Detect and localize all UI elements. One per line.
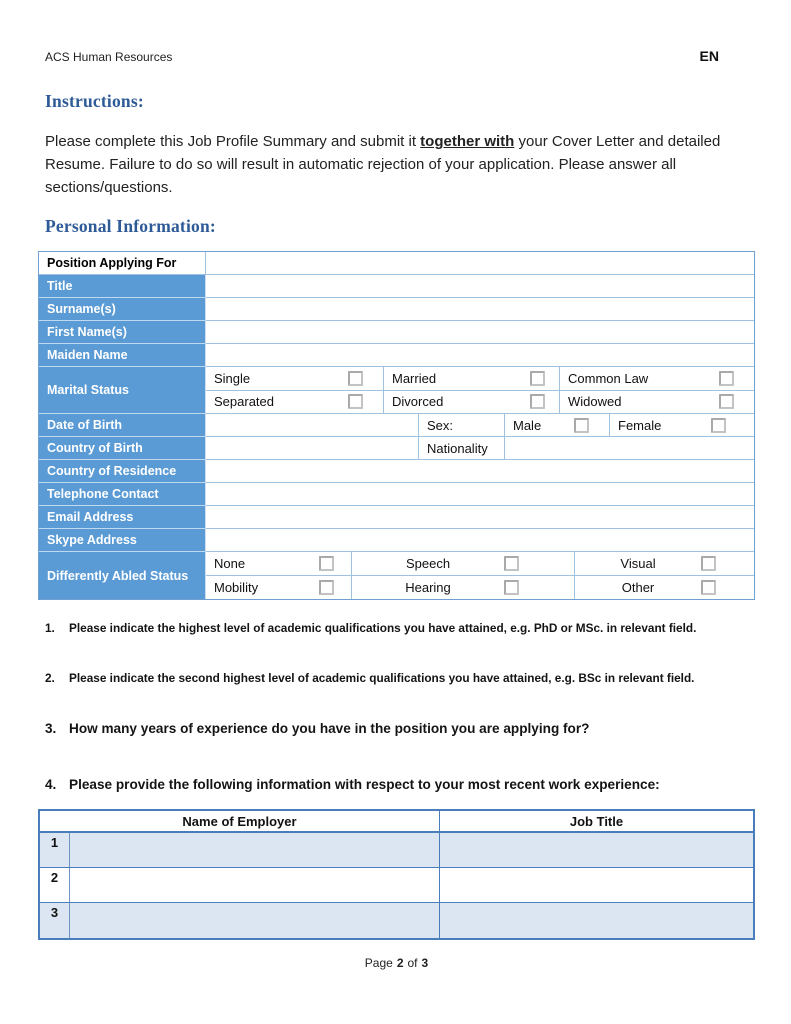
row-position [39, 252, 754, 275]
telephone-label: Telephone Contact [39, 483, 206, 506]
checkbox-mobility[interactable] [319, 580, 334, 595]
checkbox-widowed[interactable] [719, 394, 734, 409]
question-3 [38, 721, 755, 736]
row-differently-abled [39, 552, 754, 599]
checkbox-common-law[interactable] [719, 371, 734, 386]
position-label: Position Applying For [39, 252, 206, 275]
checkbox-single[interactable] [348, 371, 363, 386]
country-residence-label: Country of Residence [39, 460, 206, 483]
row-1-job-title-field[interactable] [440, 833, 753, 867]
checkbox-other[interactable] [701, 580, 716, 595]
male-label: Male [513, 417, 542, 433]
row-first-name [39, 321, 754, 344]
page-footer [38, 956, 755, 970]
hearing-label: Hearing [405, 580, 451, 595]
first-name-label: First Name(s) [39, 321, 206, 344]
row-2-employer-field[interactable] [70, 868, 440, 902]
instructions-text-emphasis: together with [420, 133, 515, 150]
row-3-employer-field[interactable] [70, 903, 440, 938]
none-label: None [214, 556, 246, 571]
row-telephone [39, 483, 754, 506]
work-experience-row-3 [40, 903, 753, 938]
married-label: Married [392, 370, 437, 386]
row-email [39, 506, 754, 529]
skype-field[interactable] [206, 529, 754, 551]
maiden-name-label: Maiden Name [39, 344, 206, 367]
widowed-label: Widowed [568, 394, 622, 410]
surname-field[interactable] [206, 298, 754, 320]
instructions-text-post: your Cover Letter and detailed Resume. Failure to do so will result in automatic rejection of your application. Please answer all sections/questions. [45, 133, 721, 196]
question-4-number: 4. [45, 777, 57, 792]
visual-label: Visual [620, 556, 656, 571]
employer-column-header: Name of Employer [40, 811, 440, 831]
question-1 [38, 621, 755, 635]
footer-current-page: 2 [396, 956, 404, 970]
country-birth-label: Country of Birth [39, 437, 206, 460]
checkbox-divorced[interactable] [530, 394, 545, 409]
row-country-of-residence [39, 460, 754, 483]
differently-abled-label: Differently Abled Status [39, 552, 206, 599]
nationality-label: Nationality [427, 440, 488, 456]
single-label: Single [214, 370, 251, 386]
row-3-number: 3 [40, 903, 70, 938]
work-experience-row-1 [40, 833, 753, 868]
checkbox-hearing[interactable] [504, 580, 519, 595]
work-experience-header-row [40, 811, 753, 833]
checkbox-female[interactable] [711, 418, 726, 433]
instructions-heading: Instructions: [45, 91, 144, 111]
checkbox-separated[interactable] [348, 394, 363, 409]
job-title-column-header: Job Title [569, 813, 624, 829]
row-surname [39, 298, 754, 321]
question-3-number: 3. [45, 721, 57, 736]
surname-label: Surname(s) [39, 298, 206, 321]
dob-label: Date of Birth [39, 414, 206, 437]
question-2-number: 2. [45, 671, 55, 685]
row-1-number: 1 [40, 833, 70, 867]
first-name-field[interactable] [206, 321, 754, 343]
position-field[interactable] [206, 252, 754, 274]
personal-info-heading: Personal Information: [45, 216, 216, 236]
header-org-text: ACS Human Resources [45, 50, 173, 64]
personal-info-table [38, 251, 755, 600]
country-residence-field[interactable] [206, 460, 754, 482]
title-label: Title [39, 275, 206, 298]
speech-label: Speech [405, 556, 451, 571]
instructions-text-pre: Please complete this Job Profile Summary and submit it [45, 133, 421, 150]
country-birth-field[interactable] [206, 437, 418, 459]
common-law-label: Common Law [568, 370, 649, 386]
checkbox-none[interactable] [319, 556, 334, 571]
separated-label: Separated [214, 394, 274, 410]
document-header [38, 48, 755, 64]
row-country-of-birth [39, 437, 754, 460]
instructions-paragraph [38, 130, 757, 199]
question-3-text: How many years of experience do you have in the position you are applying for? [69, 721, 590, 736]
marital-status-label: Marital Status [39, 367, 206, 414]
mobility-label: Mobility [214, 580, 259, 595]
row-1-employer-field[interactable] [70, 833, 440, 867]
row-2-job-title-field[interactable] [440, 868, 753, 902]
work-experience-table [38, 809, 755, 940]
question-2 [38, 671, 755, 685]
row-date-of-birth [39, 414, 754, 437]
maiden-name-field[interactable] [206, 344, 754, 366]
checkbox-married[interactable] [530, 371, 545, 386]
title-field[interactable] [206, 275, 754, 297]
row-3-job-title-field[interactable] [440, 903, 753, 938]
question-1-text: Please indicate the highest level of academic qualifications you have attained, e.g. PhD or MSc. in relevant field. [69, 621, 697, 635]
checkbox-male[interactable] [574, 418, 589, 433]
row-skype [39, 529, 754, 552]
question-2-text: Please indicate the second highest level of academic qualifications you have attained, e.g. BSc in relevant field. [69, 671, 695, 685]
language-label: EN [699, 48, 719, 64]
divorced-label: Divorced [392, 394, 444, 410]
footer-total-pages: 3 [421, 956, 429, 970]
row-marital-status [39, 367, 754, 414]
skype-label: Skype Address [39, 529, 206, 552]
nationality-field[interactable] [504, 437, 754, 459]
footer-of-word: of [407, 956, 418, 970]
work-experience-row-2 [40, 868, 753, 903]
email-label: Email Address [39, 506, 206, 529]
row-2-number: 2 [40, 868, 70, 902]
checkbox-visual[interactable] [701, 556, 716, 571]
sex-label: Sex: [427, 417, 454, 433]
question-4 [38, 777, 755, 792]
row-maiden-name [39, 344, 754, 367]
question-4-text: Please provide the following information with respect to your most recent work experience: [69, 777, 660, 792]
email-field[interactable] [206, 506, 754, 528]
telephone-field[interactable] [206, 483, 754, 505]
row-title [39, 275, 754, 298]
checkbox-speech[interactable] [504, 556, 519, 571]
dob-field[interactable] [206, 414, 418, 436]
footer-page-word: Page [364, 956, 393, 970]
question-1-number: 1. [45, 621, 55, 635]
other-label: Other [621, 580, 655, 595]
female-label: Female [618, 417, 662, 433]
